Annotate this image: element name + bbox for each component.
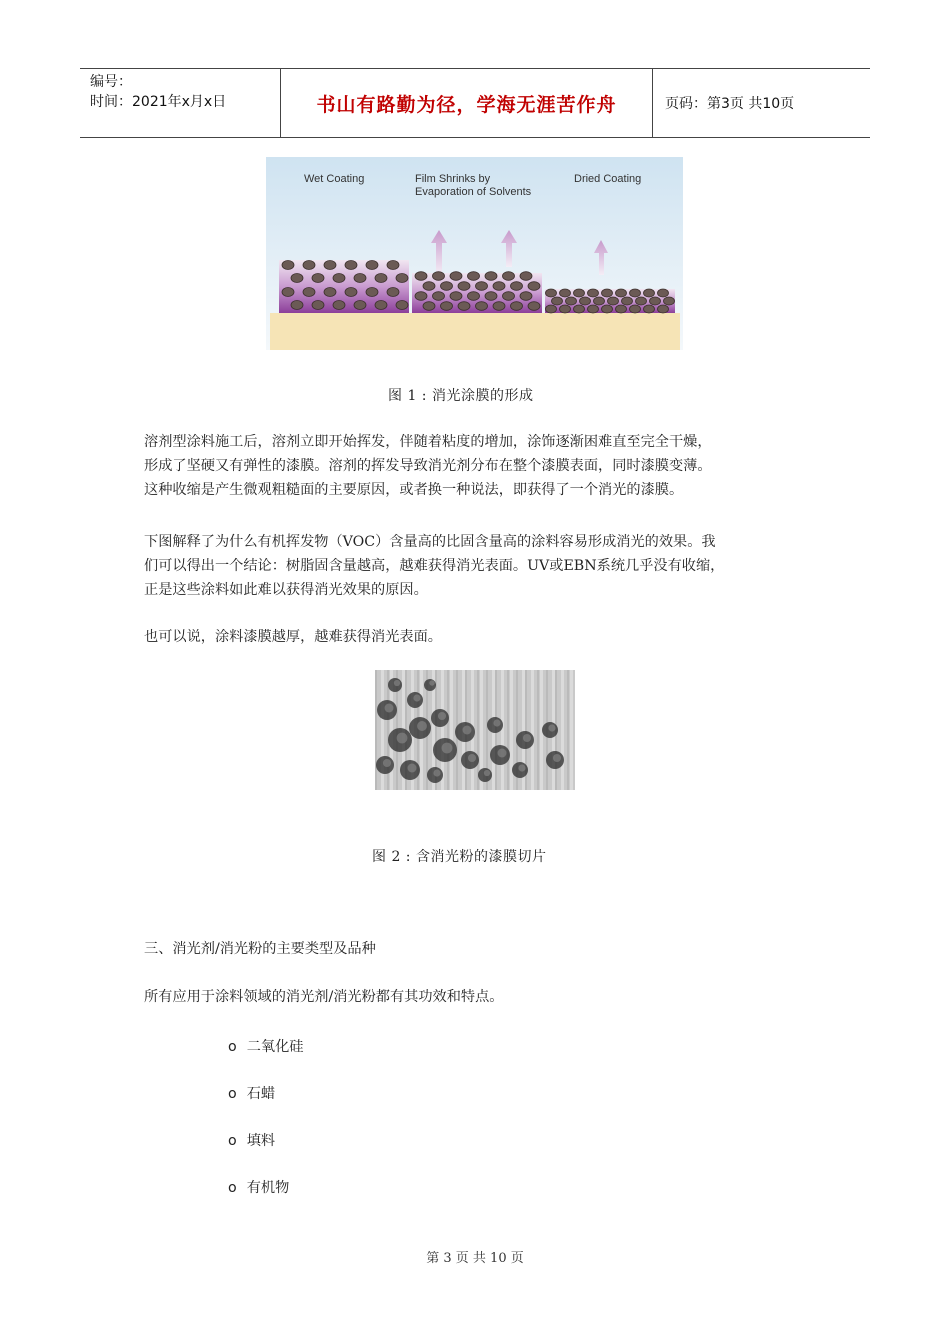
particle — [291, 301, 303, 310]
particle — [644, 305, 655, 313]
paragraph-1 — [144, 430, 812, 502]
label-film-shrinks-line1: Film Shrinks by — [415, 173, 491, 185]
particle — [441, 282, 453, 291]
particle — [423, 302, 435, 311]
list-item-text: 有机物 — [246, 1180, 290, 1196]
particle — [511, 302, 523, 311]
number-label: 编号： — [90, 74, 132, 90]
header-motto: 书山有路勤为径，学海无涯苦作舟 — [280, 69, 653, 137]
particle — [312, 301, 324, 310]
particle — [503, 272, 515, 281]
paragraph-line: 们可以得出一个结论：树脂固含量越高，越难获得消光表面。UV或EBN系统几乎没有收缩， — [144, 558, 725, 574]
particle — [303, 261, 315, 270]
particle — [282, 261, 294, 270]
particle — [366, 261, 378, 270]
figure1-caption: 图 1 : 消光涂膜的形成 — [388, 388, 534, 404]
particle — [594, 297, 605, 305]
date-label: 时间：2021年x月x日 — [90, 94, 227, 110]
list-item — [228, 1177, 289, 1197]
particle — [282, 288, 294, 297]
particle — [588, 289, 599, 297]
particle — [450, 272, 462, 281]
particle — [580, 297, 591, 305]
particle — [396, 301, 408, 310]
particle — [345, 288, 357, 297]
particle — [588, 305, 599, 313]
bullet-mark: o — [228, 1039, 237, 1055]
particle — [520, 272, 532, 281]
particle — [291, 274, 303, 283]
label-wet-coating: Wet Coating — [304, 173, 365, 185]
header-page-number: 页码：第3页 共10页 — [665, 96, 795, 112]
particle — [485, 292, 497, 301]
paragraph-3 — [144, 625, 812, 649]
page-header — [80, 68, 870, 138]
particle — [415, 292, 427, 301]
particle — [476, 302, 488, 311]
paragraph-line: 这种收缩是产生微观粗糙面的主要原因，或者换一种说法，即获得了一个消光的漆膜。 — [144, 482, 684, 498]
label-dried-coating: Dried Coating — [574, 173, 642, 185]
particle — [396, 274, 408, 283]
particle — [423, 282, 435, 291]
list-item-text: 二氧化硅 — [246, 1039, 304, 1055]
list-item-text: 石蜡 — [246, 1086, 276, 1102]
particle — [468, 272, 480, 281]
particle — [520, 292, 532, 301]
particle — [503, 292, 515, 301]
particle — [622, 297, 633, 305]
particle — [354, 301, 366, 310]
section-heading — [144, 937, 812, 961]
particle — [345, 261, 357, 270]
bullet-mark: o — [228, 1086, 237, 1102]
particle — [616, 289, 627, 297]
paragraph-line: 也可以说，涂料漆膜越厚，越难获得消光表面。 — [144, 629, 442, 645]
particle — [312, 274, 324, 283]
particle — [441, 302, 453, 311]
figure2-caption: 图 2 : 含消光粉的漆膜切片 — [372, 849, 547, 865]
particle — [468, 292, 480, 301]
particle — [387, 261, 399, 270]
coating-formation-figure — [266, 157, 683, 350]
list-item — [228, 1083, 275, 1103]
particle — [658, 305, 669, 313]
particle — [574, 305, 585, 313]
bullet-mark: o — [228, 1133, 237, 1149]
particle — [493, 282, 505, 291]
particle — [375, 274, 387, 283]
particle — [574, 289, 585, 297]
paragraph-2 — [144, 530, 812, 602]
particle — [433, 272, 445, 281]
list-item — [228, 1130, 275, 1150]
particle — [630, 289, 641, 297]
list-item-text: 填料 — [246, 1133, 276, 1149]
particle — [458, 302, 470, 311]
particle — [566, 297, 577, 305]
particle — [528, 282, 540, 291]
particle — [560, 289, 571, 297]
particle — [493, 302, 505, 311]
particle — [324, 288, 336, 297]
paragraph-line: 形成了坚硬又有弹性的漆膜。溶剂的挥发导致消光剂分布在整个漆膜表面，同时漆膜变薄。 — [144, 458, 712, 474]
particle — [387, 288, 399, 297]
particle — [546, 289, 557, 297]
particle — [650, 297, 661, 305]
film-cross-section-image — [375, 670, 575, 790]
paragraph-line: 正是这些涂料如此难以获得消光效果的原因。 — [144, 582, 428, 598]
particle — [528, 302, 540, 311]
particle — [333, 274, 345, 283]
header-meta-cell — [80, 69, 280, 137]
particle — [450, 292, 462, 301]
particle — [616, 305, 627, 313]
particle — [485, 272, 497, 281]
list-item — [228, 1036, 303, 1056]
particle — [324, 261, 336, 270]
particle — [511, 282, 523, 291]
particle — [546, 305, 557, 313]
label-film-shrinks-line2: Evaporation of Solvents — [415, 186, 532, 198]
particle — [433, 292, 445, 301]
particle — [354, 274, 366, 283]
particle — [602, 305, 613, 313]
particle — [602, 289, 613, 297]
particle — [375, 301, 387, 310]
particle — [333, 301, 345, 310]
particle — [608, 297, 619, 305]
particle — [636, 297, 647, 305]
section-intro — [144, 985, 812, 1009]
particle — [476, 282, 488, 291]
particle — [630, 305, 641, 313]
section-heading-text: 三、消光剂/消光粉的主要类型及品种 — [144, 941, 376, 957]
paragraph-line: 下图解释了为什么有机挥发物（VOC）含量高的比固含量高的涂料容易形成消光的效果。我 — [144, 534, 716, 550]
paragraph-line: 溶剂型涂料施工后，溶剂立即开始挥发，伴随着粘度的增加，涂饰逐渐困难直至完全干燥， — [144, 434, 712, 450]
particle — [415, 272, 427, 281]
particle — [644, 289, 655, 297]
particle — [552, 297, 563, 305]
particle — [664, 297, 675, 305]
particle — [366, 288, 378, 297]
particle — [658, 289, 669, 297]
particle — [303, 288, 315, 297]
section-intro-text: 所有应用于涂料领域的消光剂/消光粉都有其功效和特点。 — [144, 989, 504, 1005]
bullet-mark: o — [228, 1180, 237, 1196]
particle — [560, 305, 571, 313]
page-footer: 第 3 页 共 10 页 — [426, 1251, 524, 1266]
particle — [458, 282, 470, 291]
